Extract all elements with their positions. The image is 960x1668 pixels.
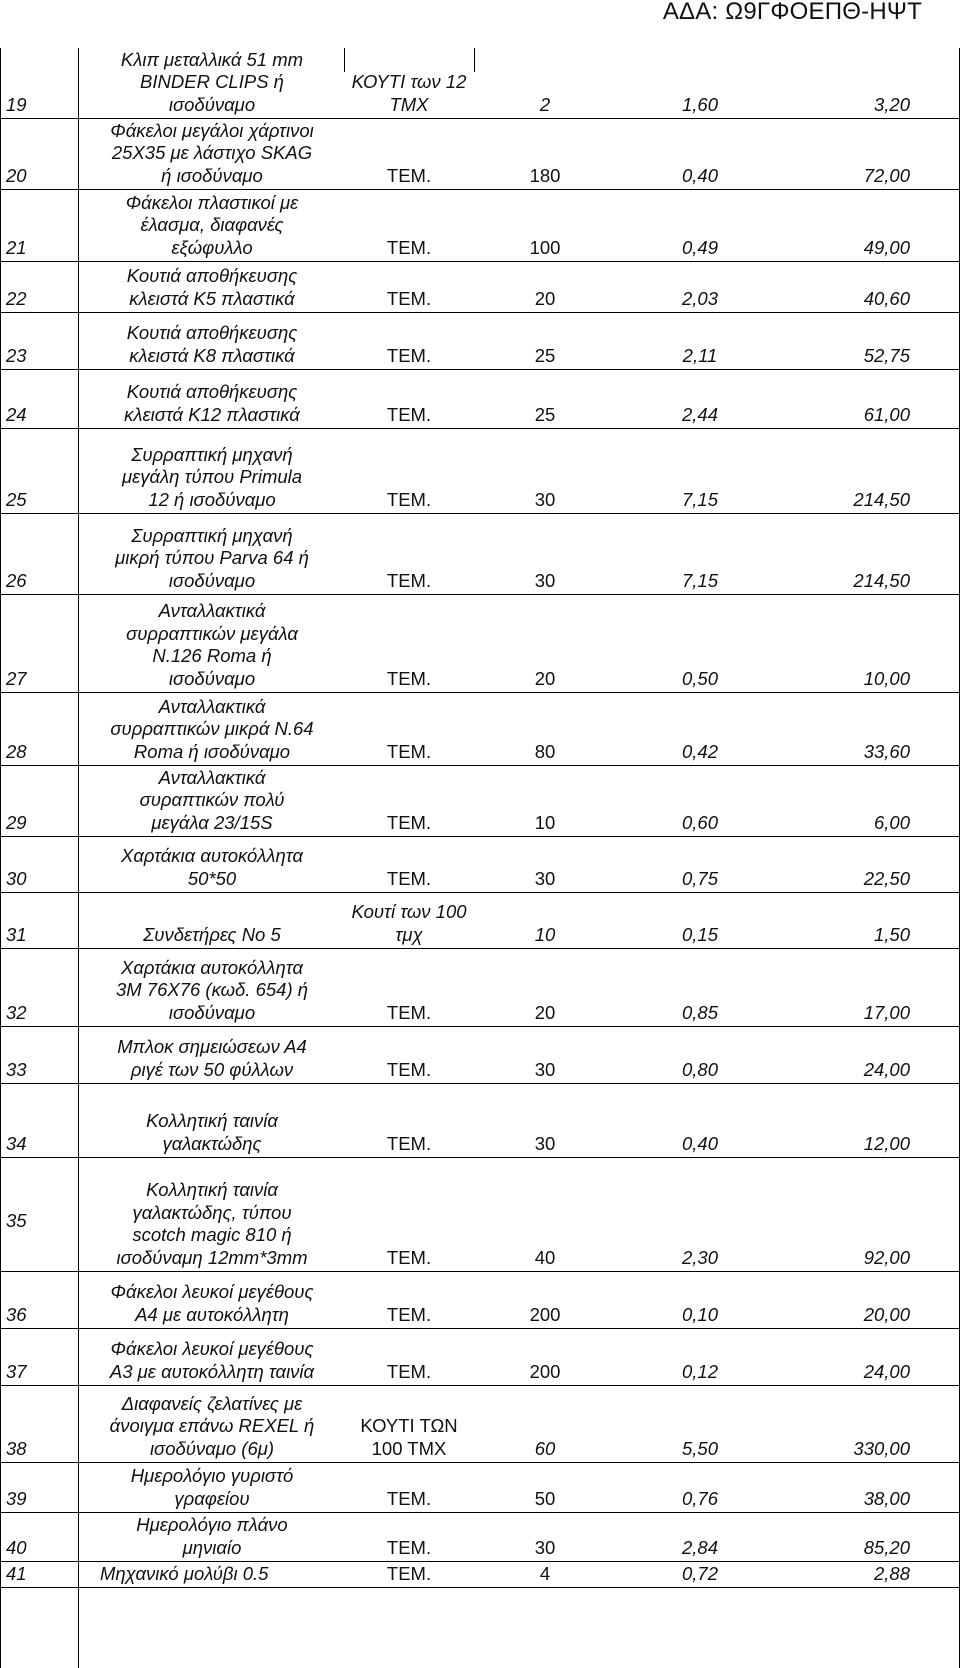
table-row	[0, 1027, 960, 1084]
item-description: Κλιπ μεταλλικά 51 mm BINDER CLIPS ή ισοδύναμο	[120, 48, 304, 115]
item-number: 29	[6, 811, 27, 833]
item-unit-price: 2,84	[681, 1536, 718, 1558]
table-row	[0, 370, 960, 429]
item-description: Κουτιά αποθήκευσης κλειστά Κ12 πλαστικά	[124, 381, 300, 425]
item-unit-price: 2,44	[681, 403, 718, 425]
item-unit-price: 7,15	[681, 569, 718, 591]
item-total: 6,00	[873, 811, 910, 833]
item-unit-price: 0,15	[681, 923, 718, 945]
item-description: Συνδετήρες Νο 5	[143, 923, 281, 945]
item-total: 61,00	[863, 403, 910, 425]
item-unit: ΤΕΜ.	[386, 1132, 432, 1154]
table-row	[0, 893, 960, 949]
header-ada: ΑΔΑ: Ω9ΓΦΟΕΠΘ-ΗΨΤ	[662, 0, 922, 25]
item-unit: ΤΕΜ.	[386, 1562, 432, 1584]
table-row	[0, 693, 960, 766]
item-description: Χαρτάκια αυτοκόλλητα 50*50	[120, 845, 303, 889]
item-number: 40	[6, 1536, 27, 1558]
table-row	[0, 119, 960, 190]
item-total: 49,00	[863, 236, 910, 258]
table-row	[0, 1463, 960, 1513]
item-unit: ΚΟΥΤΙ ΤΩΝ 100 ΤΜΧ	[360, 1415, 458, 1459]
item-quantity: 200	[529, 1303, 561, 1325]
item-description: Φάκελοι λευκοί μεγέθους Α3 με αυτοκόλλητη ταινία	[109, 1338, 315, 1382]
item-total: 24,00	[863, 1360, 910, 1382]
item-unit-price: 0,76	[681, 1487, 718, 1509]
item-description: Χαρτάκια αυτοκόλλητα 3Μ 76Χ76 (κωδ. 654) ή ισοδύναμο	[115, 956, 309, 1023]
item-total: 330,00	[853, 1437, 910, 1459]
item-quantity: 25	[534, 403, 556, 425]
table-row	[0, 313, 960, 370]
item-unit-price: 0,80	[681, 1058, 718, 1080]
item-unit-price: 0,75	[681, 867, 718, 889]
item-total: 24,00	[863, 1058, 910, 1080]
item-total: 38,00	[863, 1487, 910, 1509]
item-number: 34	[6, 1132, 27, 1154]
item-quantity: 40	[534, 1246, 556, 1268]
item-total: 85,20	[863, 1536, 910, 1558]
item-unit-price: 1,60	[681, 93, 718, 115]
item-description: Κολλητική ταινία γαλακτώδης, τύπου scotch magic 810 ή ισοδύναμη 12mm*3mm	[116, 1179, 308, 1268]
table-row	[0, 1158, 960, 1272]
table-row	[0, 1562, 960, 1588]
item-unit: ΤΕΜ.	[386, 1360, 432, 1382]
item-description: Κουτιά αποθήκευσης κλειστά Κ5 πλαστικά	[126, 265, 298, 309]
table-row	[0, 949, 960, 1027]
item-total: 20,00	[863, 1303, 910, 1325]
item-unit: ΤΕΜ.	[386, 164, 432, 186]
item-number: 32	[6, 1001, 27, 1023]
table-row	[0, 514, 960, 595]
item-quantity: 25	[534, 344, 556, 366]
table-row	[0, 1329, 960, 1386]
row-divider	[0, 1587, 960, 1588]
item-quantity: 100	[529, 236, 561, 258]
item-quantity: 30	[534, 488, 556, 510]
item-unit: ΤΕΜ.	[386, 867, 432, 889]
item-description: Κολλητική ταινία γαλακτώδης	[146, 1110, 278, 1154]
item-unit: ΤΕΜ.	[386, 344, 432, 366]
item-unit-price: 0,40	[681, 164, 718, 186]
item-total: 40,60	[863, 287, 910, 309]
item-total: 72,00	[863, 164, 910, 186]
item-number: 41	[6, 1562, 27, 1584]
item-number: 19	[6, 93, 27, 115]
item-number: 30	[6, 867, 27, 889]
item-unit-price: 0,85	[681, 1001, 718, 1023]
table-row	[0, 429, 960, 514]
item-number: 22	[6, 287, 27, 309]
item-description: Ανταλλακτικά συρραπτικών μικρά Ν.64 Roma ή ισοδύναμο	[110, 695, 314, 762]
item-description: Φάκελοι λευκοί μεγέθους Α4 με αυτοκόλλητη	[110, 1281, 314, 1325]
item-quantity: 50	[534, 1487, 556, 1509]
item-total: 2,88	[873, 1562, 910, 1584]
item-description: Κουτιά αποθήκευσης κλειστά Κ8 πλαστικά	[126, 322, 298, 366]
item-unit-price: 0,12	[681, 1360, 718, 1382]
item-description: Φάκελοι πλαστικοί με έλασμα, διαφανές εξώφυλλο	[125, 191, 299, 258]
item-total: 92,00	[863, 1246, 910, 1268]
item-unit: ΤΕΜ.	[386, 740, 432, 762]
item-total: 33,60	[863, 740, 910, 762]
item-description: Ανταλλακτικά συραπτικών πολύ μεγάλα 23/15S	[139, 766, 285, 833]
item-number: 23	[6, 344, 27, 366]
item-total: 214,50	[853, 488, 910, 510]
item-quantity: 20	[534, 287, 556, 309]
item-number: 25	[6, 488, 27, 510]
item-quantity: 180	[529, 164, 561, 186]
table-row	[0, 1272, 960, 1329]
table-row	[0, 48, 960, 119]
item-number: 38	[6, 1437, 27, 1459]
item-number: 33	[6, 1058, 27, 1080]
item-quantity: 10	[534, 923, 556, 945]
item-total: 10,00	[863, 667, 910, 689]
item-unit: ΤΕΜ.	[386, 667, 432, 689]
item-quantity: 200	[529, 1360, 561, 1382]
item-description: Ανταλλακτικά συρραπτικών μεγάλα Ν.126 Roma ή ισοδύναμο	[126, 600, 298, 689]
item-number: 28	[6, 740, 27, 762]
table-row	[0, 837, 960, 893]
item-unit-price: 0,49	[681, 236, 718, 258]
item-unit: Κουτί των 100 τμχ	[351, 901, 467, 945]
item-number: 21	[6, 236, 27, 258]
item-quantity: 20	[534, 1001, 556, 1023]
item-quantity: 30	[534, 1536, 556, 1558]
item-unit: ΤΕΜ.	[386, 1001, 432, 1023]
item-number: 20	[6, 164, 27, 186]
item-description: Φάκελοι μεγάλοι χάρτινοι 25Χ35 με λάστιχο SKAG ή ισοδύναμο	[110, 119, 314, 186]
item-quantity: 30	[534, 1058, 556, 1080]
item-unit: ΚΟΥΤΙ των 12 ΤΜΧ	[351, 71, 467, 115]
item-unit-price: 2,30	[681, 1246, 718, 1268]
item-quantity: 10	[534, 811, 556, 833]
item-number: 24	[6, 403, 27, 425]
item-total: 22,50	[863, 867, 910, 889]
item-unit-price: 0,50	[681, 667, 718, 689]
item-unit-price: 0,42	[681, 740, 718, 762]
item-quantity: 30	[534, 569, 556, 591]
table-row	[0, 1513, 960, 1562]
item-total: 1,50	[873, 923, 910, 945]
item-quantity: 80	[534, 740, 556, 762]
table-row	[0, 190, 960, 262]
item-number: 26	[6, 569, 27, 591]
item-quantity: 30	[534, 1132, 556, 1154]
item-unit-price: 0,60	[681, 811, 718, 833]
item-description: Ημερολόγιο γυριστό γραφείου	[130, 1465, 294, 1509]
table-row	[0, 766, 960, 837]
item-unit-price: 7,15	[681, 488, 718, 510]
item-unit-price: 2,03	[681, 287, 718, 309]
item-unit: ΤΕΜ.	[386, 236, 432, 258]
item-description: Μπλοκ σημειώσεων Α4 ριγέ των 50 φύλλων	[117, 1036, 307, 1080]
item-unit: ΤΕΜ.	[386, 403, 432, 425]
item-quantity: 20	[534, 667, 556, 689]
item-number: 37	[6, 1360, 27, 1382]
item-unit-price: 2,11	[682, 344, 718, 366]
item-unit-price: 0,40	[681, 1132, 718, 1154]
item-unit: ΤΕΜ.	[386, 1487, 432, 1509]
item-unit: ΤΕΜ.	[386, 1246, 432, 1268]
item-number: 31	[6, 923, 27, 945]
item-total: 12,00	[863, 1132, 910, 1154]
item-total: 214,50	[853, 569, 910, 591]
item-unit-price: 0,10	[681, 1303, 718, 1325]
item-unit-price: 0,72	[681, 1562, 718, 1584]
table-row	[0, 262, 960, 313]
item-description: Συρραπτική μηχανή μεγάλη τύπου Primula 12 ή ισοδύναμο	[121, 443, 303, 510]
item-quantity: 4	[539, 1562, 551, 1584]
item-number: 39	[6, 1487, 27, 1509]
table-row	[0, 1084, 960, 1158]
item-unit: ΤΕΜ.	[386, 569, 432, 591]
item-description: Διαφανείς ζελατίνες με άνοιγμα επάνω REXEL ή ισοδύναμο (6μ)	[109, 1392, 315, 1459]
item-quantity: 60	[534, 1437, 556, 1459]
item-unit: ΤΕΜ.	[386, 287, 432, 309]
table-row	[0, 1386, 960, 1463]
item-quantity: 30	[534, 867, 556, 889]
item-total: 17,00	[863, 1001, 910, 1023]
item-number: 35	[6, 1209, 27, 1231]
item-unit: ΤΕΜ.	[386, 1058, 432, 1080]
item-number: 36	[6, 1303, 27, 1325]
table-row	[0, 595, 960, 693]
item-total: 3,20	[873, 93, 910, 115]
item-quantity: 2	[539, 93, 551, 115]
item-unit-price: 5,50	[681, 1437, 718, 1459]
item-unit: ΤΕΜ.	[386, 488, 432, 510]
item-unit: ΤΕΜ.	[386, 811, 432, 833]
item-unit: ΤΕΜ.	[386, 1536, 432, 1558]
item-description: Ημερολόγιο πλάνο μηνιαίο	[136, 1514, 288, 1558]
item-total: 52,75	[863, 344, 910, 366]
item-description: Μηχανικό μολύβι 0.5	[100, 1562, 269, 1584]
item-description: Συρραπτική μηχανή μικρή τύπου Parva 64 ή ισοδύναμο	[115, 524, 309, 591]
item-number: 27	[6, 667, 27, 689]
item-unit: ΤΕΜ.	[386, 1303, 432, 1325]
